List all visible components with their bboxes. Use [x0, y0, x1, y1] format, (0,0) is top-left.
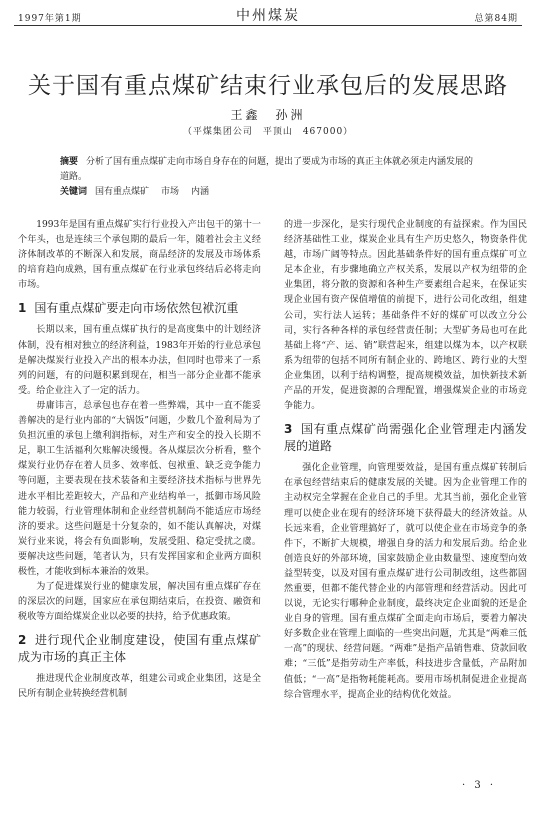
section-number: 1: [18, 301, 27, 316]
keyword: 内涵: [191, 187, 210, 197]
body-paragraph: 为了促进煤炭行业的健康发展，解决国有重点煤矿存在的深层次的问题，国家应在承包期结束后，在投资、融资和税收等方面给煤炭企业以必要的扶持，给予优惠政策。: [18, 582, 261, 623]
body-paragraph: 1993年是国有重点煤矿实行行业投入产出包干的第十一个年头，也是连续三个承包期的最后一年，随着社会主义经济体制改革的不断深入和发展，商品经济的发展及市场体系的培育趋向成熟，国有重点煤矿在行业承包终结后必将走向市场。: [18, 220, 261, 291]
page-number: · 3 ·: [462, 780, 497, 791]
issue-label: 1997年第1期: [18, 14, 82, 24]
keywords-line: [60, 185, 480, 200]
body-paragraph: 的进一步深化，是实行现代企业制度的有益探索。作为国民经济基础性工业，煤炭企业具有生产历史悠久，物资条件优越，市场广阔等特点。因此基础条件好的国有重点煤矿可立足本企业，有步骤地确立产权关系，发展以产权为纽带的企业集团，将分散的资源和各种生产要素组合起来，在保证实现企业国有资产保值增值的前提下，进行公司化改组，组建公司，实行法人运转；基础条件不好的煤矿可以改立分公司，实行各种各样的承包经营责任制；大型矿务局也可在此基础上将“产、运、销”联营起来，组建以煤为本，以产权联系为纽带的包括不同所有制企业的、跨地区、跨行业的大型企业集团，以利于结构调整，提高规模效益，加快新技术新产品的开发，促进资源的合理配置，增强煤炭企业的市场竞争能力。: [284, 220, 527, 412]
abstract-text: 分析了国有重点煤矿走向市场自身存在的问题，提出了要成为市场的真正主体就必须走内涵发展的道路。: [60, 157, 474, 182]
section-heading-3: [284, 421, 527, 455]
journal-name: 中州煤炭: [236, 8, 300, 24]
author-names: 王鑫 孙洲: [230, 108, 306, 122]
section-heading-text: 进行现代企业制度建设，使国有重点煤矿成为市场的真正主体: [18, 633, 261, 665]
author-affiliation: （平煤集团公司 平顶山 467000）: [182, 127, 354, 137]
section-heading-2: [18, 632, 261, 666]
section-heading-1: [18, 300, 261, 317]
article-title: 关于国有重点煤矿结束行业承包后的发展思路: [28, 73, 508, 100]
abstract-label: 摘要: [60, 157, 79, 167]
total-issue-label: 总第84期: [474, 14, 518, 24]
running-header: [0, 0, 536, 26]
body-paragraph: 长期以来，国有重点煤矿执行的是高度集中的计划经济体制，没有相对独立的经济利益，1983年开始的行业总承包是解决煤炭行业投入产出的根本办法，但同时也带来了一系列的问题，有的问题积累到现在，相当一部分企业都不能承受。给企业注入了一定的活力。: [18, 325, 261, 396]
abstract-line: [60, 155, 480, 185]
keywords-label: 关键词: [60, 187, 88, 197]
body-paragraph: 强化企业管理，向管理要效益，是国有重点煤矿转制后在承包经营结束后的健康发展的关键。因为企业管理工作的主动权完全掌握在企业自己的手里。尤其当前，强化企业管理可以使企业在现有的经济环境下获得最大的经济效益。从长远来看，企业管理搞好了，就可以使企业在市场竞争的条件下，不断扩大规模，增强自身的活力和发展后劲。给企业创造良好的外部环境，国家鼓励企业由数量型、速度型向效益型转变，以及对国有重点煤矿进行公司制改组，这些都固然重要，但都不能代替企业的内部管理和经营活动。因此可以说，无论实行哪种企业制度，最终决定企业面貌的还是企业自身的管理。国有重点煤矿全面走向市场后，要着力解决好多数企业在管理上面临的一些突出问题，尤其是“两难三低一高”的现状、经营问题。“两难”是指产品销售难、贷款回收难；“三低”是指劳动生产率低，科技进步含量低，产品附加值低；“一高”是指物耗能耗高。要用市场机制促进企业提高综合管理水平，提高企业的结构优化效益。: [284, 463, 527, 700]
keyword: 市场: [161, 187, 180, 197]
body-column-right: [284, 218, 527, 774]
section-number: 3: [284, 422, 293, 437]
section-heading-text: 国有重点煤矿尚需强化企业管理走内涵发展的道路: [284, 422, 527, 454]
section-heading-text: 国有重点煤矿要走向市场依然包袱沉重: [34, 301, 239, 316]
body-paragraph: 毋庸讳言，总承包也存在着一些弊端，其中一直不能妥善解决的是行业内部的“大锅饭”问题，少数几个盈利局为了负担沉重的承包上缴利润指标，对生产和安全的投入长期不足，职工生活福利欠账解决缓慢。各从煤层次分析看，整个煤炭行业仍存在着人员多、效率低、包袱重、缺乏竞争能力等问题，主要表现在技术装备和主要经济技术指标与世界先进水平相比差距较大，产品和产业结构单一，抵御市场风险能力较弱，行业管理体制和企业经营机制尚不能适应市场经济的要求。这些问题是十分复杂的，如不能认真解决，对煤炭行业来说，将会有负面影响，发展受阻、稳定受扰之虞。要解决这些问题，笔者认为，只有发挥国家和企业两方面积极性，才能收到标本兼治的效果。: [18, 400, 261, 577]
section-number: 2: [18, 633, 27, 648]
keyword: 国有重点煤矿: [95, 187, 150, 197]
body-paragraph: 推进现代企业制度改革，组建公司或企业集团，这是全民所有制企业转换经营机制: [18, 674, 261, 700]
body-column-left: [18, 218, 261, 774]
abstract-block: [60, 155, 480, 200]
header-rule: [14, 25, 522, 26]
